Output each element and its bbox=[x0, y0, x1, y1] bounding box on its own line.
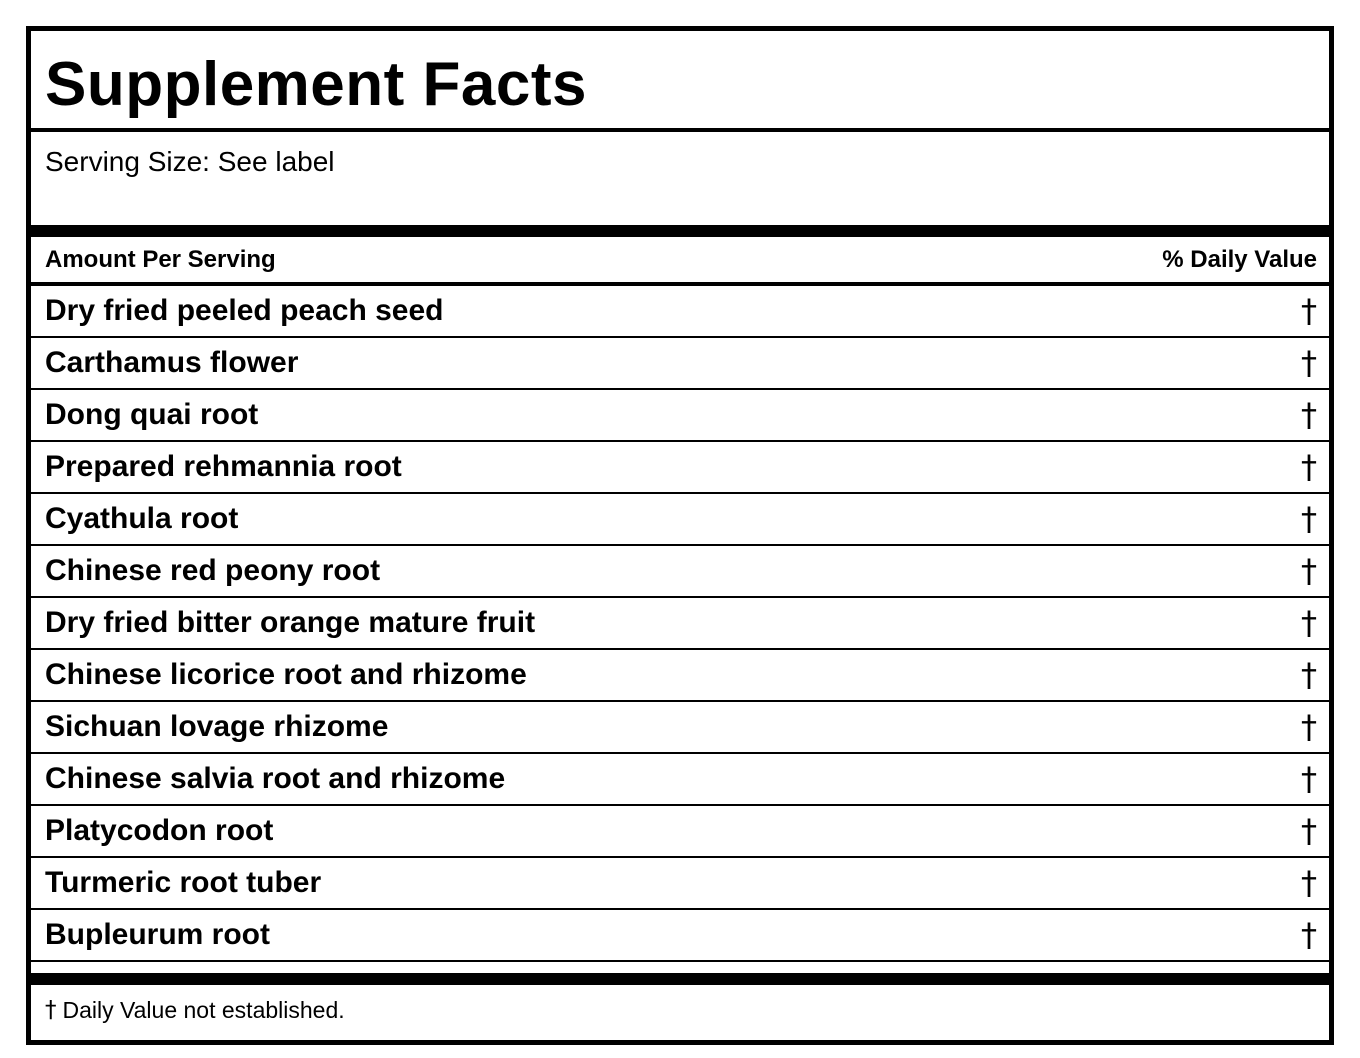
ingredient-name: Platycodon root bbox=[45, 814, 274, 847]
ingredient-row bbox=[31, 286, 1329, 338]
ingredient-row bbox=[31, 754, 1329, 806]
footnote-symbol: † bbox=[45, 997, 57, 1023]
ingredient-dv: † bbox=[1301, 708, 1317, 746]
ingredient-row bbox=[31, 390, 1329, 442]
ingredient-dv: † bbox=[1301, 760, 1317, 798]
serving-section bbox=[31, 132, 1329, 225]
supplement-facts-panel bbox=[26, 26, 1334, 1045]
ingredient-name: Dry fried bitter orange mature fruit bbox=[45, 606, 536, 639]
ingredient-name: Carthamus flower bbox=[45, 346, 299, 379]
ingredient-name: Dong quai root bbox=[45, 398, 259, 431]
daily-value-label: % Daily Value bbox=[1162, 245, 1317, 273]
ingredient-row bbox=[31, 442, 1329, 494]
ingredient-row bbox=[31, 546, 1329, 598]
ingredient-row bbox=[31, 650, 1329, 702]
footnote bbox=[31, 985, 1329, 1035]
ingredient-name: Chinese licorice root and rhizome bbox=[45, 658, 527, 691]
ingredient-row bbox=[31, 494, 1329, 546]
ingredient-dv: † bbox=[1301, 552, 1317, 590]
ingredient-dv: † bbox=[1301, 604, 1317, 642]
ingredient-name: Prepared rehmannia root bbox=[45, 450, 402, 483]
ingredient-dv: † bbox=[1301, 396, 1317, 434]
title-section bbox=[31, 31, 1329, 132]
panel-title: Supplement Facts bbox=[45, 50, 587, 119]
ingredient-dv: † bbox=[1301, 292, 1317, 330]
ingredient-name: Sichuan lovage rhizome bbox=[45, 710, 389, 743]
thick-divider-top bbox=[31, 225, 1329, 237]
ingredient-name: Bupleurum root bbox=[45, 918, 270, 951]
footnote-text: Daily Value not established. bbox=[62, 996, 345, 1023]
ingredient-dv: † bbox=[1301, 656, 1317, 694]
serving-size: Serving Size: See label bbox=[45, 146, 335, 177]
spacer bbox=[31, 962, 1329, 973]
ingredient-dv: † bbox=[1301, 916, 1317, 954]
ingredient-row bbox=[31, 598, 1329, 650]
ingredient-dv: † bbox=[1301, 864, 1317, 902]
ingredient-row bbox=[31, 910, 1329, 962]
ingredient-name: Turmeric root tuber bbox=[45, 866, 322, 899]
table-header bbox=[31, 237, 1329, 286]
ingredient-name: Chinese salvia root and rhizome bbox=[45, 762, 506, 795]
ingredient-dv: † bbox=[1301, 448, 1317, 486]
ingredient-row bbox=[31, 806, 1329, 858]
ingredient-row bbox=[31, 338, 1329, 390]
ingredient-dv: † bbox=[1301, 344, 1317, 382]
ingredient-name: Chinese red peony root bbox=[45, 554, 381, 587]
ingredient-row bbox=[31, 858, 1329, 910]
ingredient-name: Cyathula root bbox=[45, 502, 239, 535]
ingredient-row bbox=[31, 702, 1329, 754]
ingredient-name: Dry fried peeled peach seed bbox=[45, 294, 444, 327]
ingredient-dv: † bbox=[1301, 500, 1317, 538]
ingredient-dv: † bbox=[1301, 812, 1317, 850]
amount-per-serving-label: Amount Per Serving bbox=[45, 245, 276, 273]
thick-divider-bottom bbox=[31, 973, 1329, 985]
